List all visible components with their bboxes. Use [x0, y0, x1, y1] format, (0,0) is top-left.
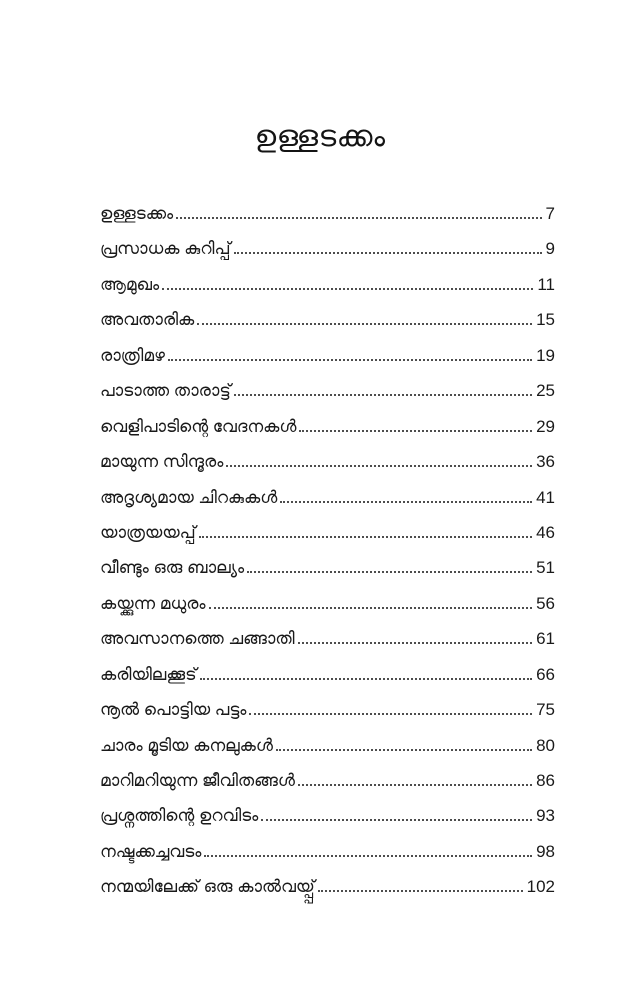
- toc-dotted-leader: [226, 465, 532, 467]
- toc-entry-page-number: 15: [536, 310, 555, 330]
- toc-dotted-leader: [204, 855, 532, 857]
- toc-entry-label: പ്രശ്നത്തിന്റെ ഉറവിടം: [100, 806, 259, 826]
- toc-entry-page-number: 51: [536, 558, 555, 578]
- toc-dotted-leader: [247, 571, 532, 573]
- toc-entry: [100, 444, 555, 479]
- toc-entry: [100, 338, 555, 373]
- toc-dotted-leader: [299, 430, 532, 432]
- toc-entry-page-number: 61: [536, 629, 555, 649]
- toc-entry-page-number: 75: [536, 700, 555, 720]
- toc-dotted-leader: [318, 890, 523, 892]
- toc-dotted-leader: [261, 819, 532, 821]
- toc-entry-page-number: 102: [526, 877, 555, 897]
- toc-dotted-leader: [280, 501, 532, 503]
- toc-entry-label: നഷ്ടക്കച്ചവടം: [100, 841, 202, 861]
- toc-entry: [100, 621, 555, 656]
- page-title: ഉള്ളടക്കം: [254, 120, 386, 154]
- toc-entry-label: കയ്ക്കുന്ന മധുരം: [100, 593, 206, 613]
- toc-entry: [100, 550, 555, 585]
- toc-entry: [100, 515, 555, 550]
- toc-entry-page-number: 66: [536, 664, 555, 684]
- toc-entry: [100, 692, 555, 727]
- toc-entry-label: വീണ്ടും ഒരു ബാല്യം: [100, 558, 245, 578]
- table-of-contents: [100, 196, 555, 905]
- toc-entry-label: രാത്രിമഴ: [100, 345, 165, 365]
- toc-entry-label: നന്മയിലേക്ക് ഒരു കാൽവയ്പ്പ്: [100, 877, 315, 897]
- toc-entry-label: മായുന്ന സിന്ദൂരം: [100, 452, 224, 472]
- toc-entry-label: ഉള്ളടക്കം: [100, 204, 174, 223]
- toc-entry-label: കരിയിലക്കൂട്: [100, 664, 197, 684]
- toc-entry: [100, 869, 555, 904]
- toc-entry: [100, 586, 555, 621]
- toc-dotted-leader: [298, 784, 532, 786]
- toc-dotted-leader: [197, 323, 532, 325]
- toc-dotted-leader: [176, 217, 541, 219]
- toc-entry: [100, 834, 555, 869]
- toc-entry-label: യാത്രയയപ്പ്: [100, 522, 196, 542]
- toc-entry: [100, 480, 555, 515]
- toc-entry: [100, 196, 555, 231]
- toc-entry: [100, 231, 555, 266]
- toc-entry: [100, 373, 555, 408]
- toc-entry-label: ചാരം മൂടിയ കനലുകൾ: [100, 735, 273, 755]
- toc-dotted-leader: [276, 749, 532, 751]
- toc-entry-page-number: 25: [536, 381, 555, 401]
- toc-dotted-leader: [234, 394, 532, 396]
- toc-dotted-leader: [234, 252, 542, 254]
- toc-dotted-leader: [200, 678, 532, 680]
- toc-entry: [100, 267, 555, 302]
- toc-entry-page-number: 46: [536, 522, 555, 542]
- toc-entry-page-number: 41: [536, 487, 555, 507]
- toc-entry-page-number: 80: [536, 735, 555, 755]
- toc-entry-page-number: 98: [536, 841, 555, 861]
- toc-entry: [100, 728, 555, 763]
- toc-dotted-leader: [168, 359, 532, 361]
- toc-dotted-leader: [209, 607, 533, 609]
- toc-entry-label: അവതാരിക: [100, 310, 195, 330]
- toc-entry-page-number: 36: [536, 452, 555, 472]
- toc-entry: [100, 798, 555, 833]
- toc-entry-page-number: 29: [536, 416, 555, 436]
- toc-dotted-leader: [298, 642, 532, 644]
- toc-entry-label: പ്രസാധക കുറിപ്പ്: [100, 239, 231, 259]
- toc-entry: [100, 657, 555, 692]
- toc-entry-label: വെളിപാടിന്റെ വേദനകൾ: [100, 416, 297, 436]
- toc-entry-label: നൂൽ പൊട്ടിയ പട്ടം: [100, 700, 247, 720]
- toc-entry-page-number: 93: [536, 806, 555, 826]
- toc-entry-page-number: 9: [545, 239, 555, 259]
- toc-entry: [100, 409, 555, 444]
- toc-dotted-leader: [199, 536, 532, 538]
- toc-entry-page-number: 11: [537, 274, 555, 294]
- toc-entry-page-number: 19: [536, 345, 555, 365]
- toc-entry-label: അവസാനത്തെ ചങ്ങാതി: [100, 629, 295, 649]
- toc-dotted-leader: [249, 713, 532, 715]
- toc-entry-label: ആമുഖം: [100, 274, 160, 294]
- toc-entry: [100, 302, 555, 337]
- toc-entry-page-number: 7: [545, 204, 555, 223]
- toc-entry-label: പാടാത്ത താരാട്ട്: [100, 381, 231, 401]
- toc-dotted-leader: [162, 288, 533, 290]
- toc-entry-label: മാറിമറിയുന്ന ജീവിതങ്ങൾ: [100, 771, 295, 790]
- toc-entry-label: അദൃശ്യമായ ചിറകുകൾ: [100, 487, 278, 507]
- toc-entry-page-number: 86: [536, 771, 555, 790]
- toc-entry: [100, 763, 555, 798]
- toc-entry-page-number: 56: [536, 593, 555, 613]
